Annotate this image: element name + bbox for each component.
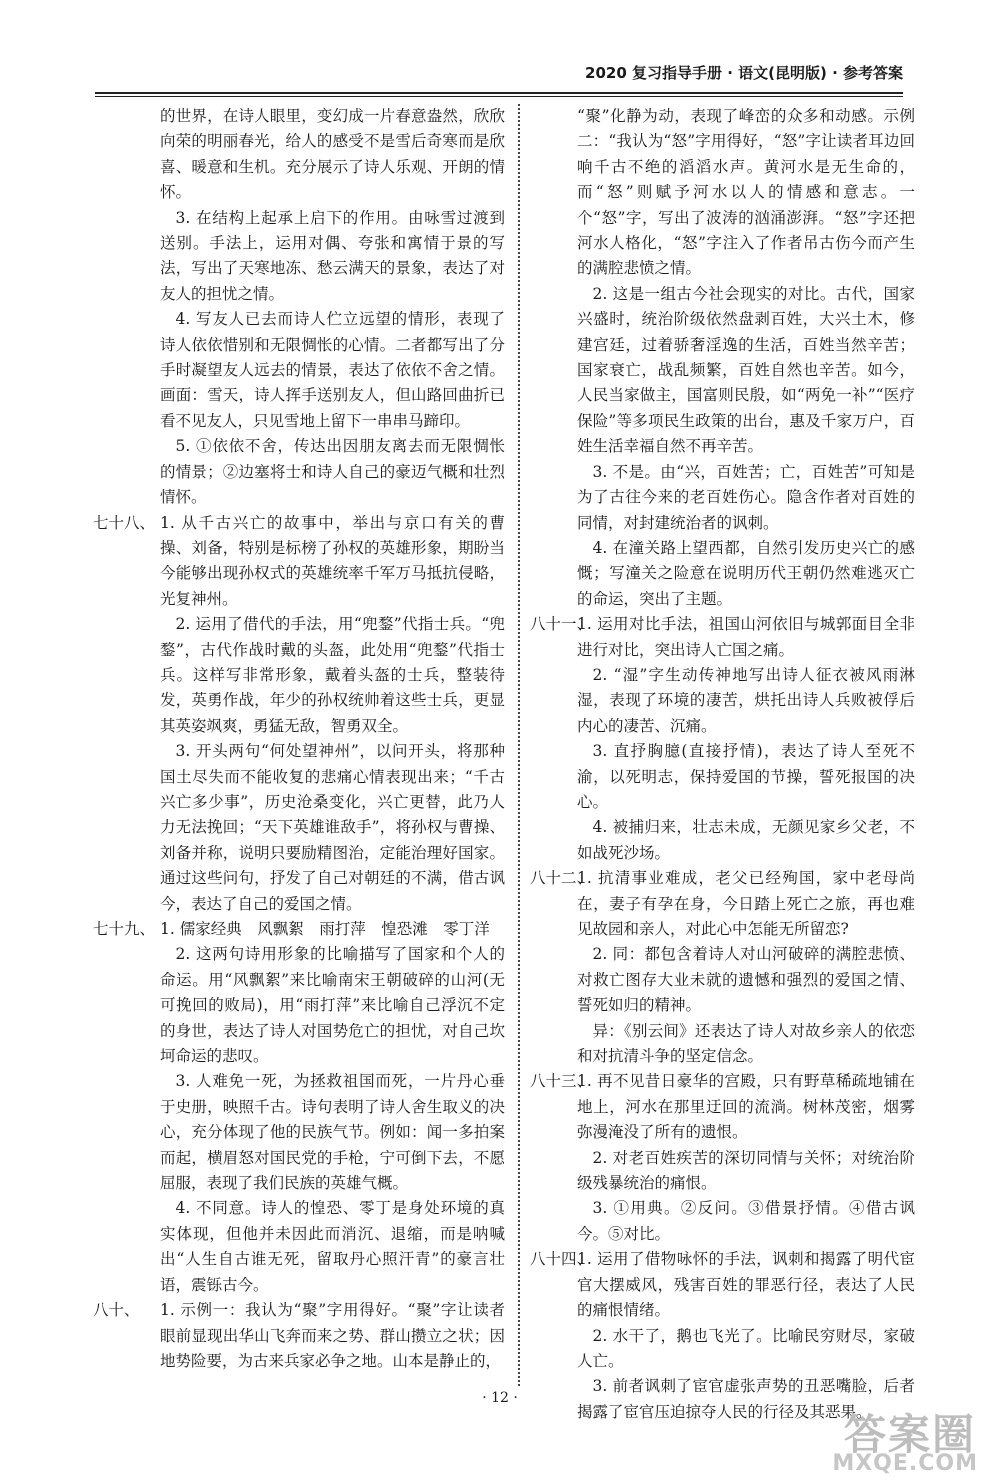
watermark-url-text: MXQE.COM — [832, 1451, 978, 1476]
answer-text: “聚”化静为动，表现了峰峦的众多和动感。示例二：“我认为“怒”字用得好，“怒”字让读者耳边回响千古不绝的滔滔水声。黄河水是无生命的，而“怒”则赋予河水以人的情感和意志。一个“怒”字，写出了波涛的汹涌澎湃。“怒”字还把河水人格化，“怒”字注入了作者吊古伤今而产生的满腔悲愤之情。 — [577, 107, 915, 278]
answer-block — [530, 612, 915, 866]
answer-text: 异：《别云间》还表达了诗人对故乡亲人的依恋和对抗清斗争的坚定信念。 — [577, 1021, 915, 1066]
answer-text: 1. 示例一：我认为“聚”字用得好。“聚”字让读者眼前显现出华山飞奔而来之势、群山攒立之状；因地势险要，为古来兵家必争之地。山本是静止的， — [160, 1301, 505, 1370]
answer-text: 2. 同：都包含着诗人对山河破碎的满腔悲愤、对救亡图存大业未就的遗憾和强烈的爱国之情、誓死如归的精神。 — [577, 945, 915, 1015]
answer-block — [93, 917, 505, 1298]
answer-text: 3. ①用典。②反问。③借景抒情。④借古讽今。⑤对比。 — [577, 1199, 915, 1243]
answer-text: 3. 不是。由“兴，百姓苦；亡，百姓苦”可知是为了古往今来的老百姓伤心。隐含作者对百姓的同情，对封建统治者的讽刺。 — [577, 462, 915, 532]
question-number: 八十四、 — [530, 1250, 593, 1269]
answer-text: 5. ①依依不舍，传达出因朋友离去而无限惆怅的情景；②边塞将士和诗人自己的豪迈气概和壮烈情怀。 — [160, 437, 505, 507]
header-rule-thick — [95, 92, 903, 94]
left-column — [93, 104, 505, 1374]
answer-block — [530, 1069, 915, 1247]
answer-text: 2. 这两句诗用形象的比喻描写了国家和个人的命运。用“风飘絮”来比喻南宋王朝破碎的山河(无可挽回的败局)，用“雨打萍”来比喻自己浮沉不定的身世，表达了诗人对国势危亡的担忧，对自己坎坷命运的悲叹。 — [160, 945, 505, 1066]
page-number: · 12 · — [482, 1390, 518, 1406]
answer-text: 1. 再不见昔日豪华的宫殿，只有野草稀疏地铺在地上，河水在那里迂回的流淌。树林茂密，烟雾弥漫淹没了所有的遗恨。 — [577, 1072, 915, 1142]
answer-text: 1. 儒家经典 风飘絮 雨打萍 惶恐滩 零丁洋 — [160, 920, 490, 938]
watermark-logo — [832, 1398, 982, 1476]
answer-text: 3. 在结构上起承上启下的作用。由咏雪过渡到送别。手法上，运用对偶、夸张和寓情于景的写法，写出了天寒地冻、愁云满天的景象，表达了对友人的担忧之情。 — [160, 208, 505, 303]
answer-text: 2. 水干了，鹅也飞光了。比喻民穷财尽，家破人亡。 — [577, 1326, 915, 1370]
answer-text: 1. 从千古兴亡的故事中，举出与京口有关的曹操、刘备，特别是标榜了孙权的英雄形象，期盼当今能够出现孙权式的英雄统率千军万马抵抗侵略，光复神州。 — [160, 513, 505, 608]
answer-text: 2. “湿”字生动传神地写出诗人征衣被风雨淋湿，表现了环境的凄苦，烘托出诗人兵败被俘后内心的凄苦、沉痛。 — [577, 665, 915, 735]
right-column — [530, 104, 915, 1425]
answer-text: 1. 运用对比手法，祖国山河依旧与城郭面目全非进行对比，突出诗人亡国之痛。 — [577, 615, 915, 659]
question-number: 八十二、 — [530, 869, 593, 888]
answer-text: 2. 这是一组古今社会现实的对比。古代，国家兴盛时，统治阶级依然盘剥百姓，大兴土木，修建宫廷，过着骄奢淫逸的生活，百姓当然辛苦；国家衰亡，战乱频繁，百姓自然也辛苦。如今，人民当家做主，国富则民殷，如“两免一补”“医疗保险”等多项民生政策的出台，惠及千家万户，百姓生活幸福自然不再辛苦。 — [577, 284, 915, 456]
answer-text: 2. 运用了借代的手法，用“兜鍪”代指士兵。“兜鍪”，古代作战时戴的头盔，此处用“兜鍪”代指士兵。这样写非常形象，戴着头盔的士兵，整装待发，英勇作战，年少的孙权统帅着这些士兵，更显其英姿飒爽，勇猛无敌，智勇双全。 — [160, 615, 505, 735]
answer-block — [530, 104, 915, 612]
answer-block — [530, 866, 915, 1069]
question-number: 八十一、 — [530, 615, 593, 634]
question-number: 八十三、 — [530, 1072, 593, 1091]
answer-text: 4. 在潼关路上望西都，自然引发历史兴亡的感慨；写潼关之险意在说明历代王朝仍然难逃灭亡的命运，突出了主题。 — [577, 538, 915, 608]
answer-text: 1. 抗清事业难成，老父已经殉国，家中老母尚在，妻子有孕在身，今日踏上死亡之旅，再也难见故园和亲人，对此心中怎能无所留恋? — [577, 869, 915, 938]
question-number: 七十九、 — [93, 920, 156, 938]
answer-text: 3. 开头两句“何处望神州”，以问开头，将那种国土尽失而不能收复的悲痛心情表现出来；“千古兴亡多少事”，历史沧桑变化，兴亡更替，此乃人力无法挽回；“天下英雄谁敌手”，将孙权与曹操、刘备并称，说明只要励精图治，定能治理好国家。通过这些问句，抒发了自己对朝廷的不满，借古讽今，表达了自己的爱国之情。 — [160, 742, 505, 913]
answer-text: 3. 人难免一死，为拯救祖国而死，一片丹心垂于史册，映照千古。诗句表明了诗人舍生取义的决心，充分体现了他的民族气节。例如：闻一多拍案而起，横眉怒对国民党的手枪，宁可倒下去，不愿屈服，表现了我们民族的英雄气概。 — [160, 1072, 505, 1193]
question-number: 八十、 — [93, 1301, 140, 1320]
answer-text: 3. 直抒胸臆(直接抒情)，表达了诗人至死不渝，以死明志，保持爱国的节操，誓死报国的决心。 — [577, 742, 915, 811]
answer-block — [93, 1298, 505, 1374]
answer-block — [93, 104, 505, 511]
answer-text: 4. 写友人已去而诗人伫立远望的情形，表现了诗人依依惜别和无限惆怅的心情。二者都写出了分手时凝望友人远去的情景，表达了依依不舍之情。画面：雪天，诗人挥手送别友人，但山路回曲折已看不见友人，只见雪地上留下一串串马蹄印。 — [160, 310, 505, 430]
answer-text: 3. 前者讽刺了宦官虚张声势的丑恶嘴脸，后者揭露了宦官压迫掠夺人民的行径及其恶果。 — [577, 1377, 915, 1421]
answer-block — [93, 511, 505, 918]
header-rule-thin — [95, 96, 903, 97]
question-number: 七十八、 — [93, 513, 156, 532]
answer-text: 4. 被捕归来，壮志未成，无颜见家乡父老，不如战死沙场。 — [577, 818, 915, 862]
watermark-big-text: 答案圈 — [843, 1410, 976, 1459]
answer-text: 2. 对老百姓疾苦的深切同情与关怀；对统治阶级残暴统治的痛恨。 — [577, 1148, 915, 1193]
answer-text: 4. 不同意。诗人的惶恐、零丁是身处环境的真实体现，但他并未因此而消沉、退缩，而是呐喊出“人生自古谁无死，留取丹心照汗青”的豪言壮语，震铄古今。 — [160, 1199, 505, 1294]
column-divider — [518, 104, 520, 1386]
running-header: 2020 复习指导手册 · 语文(昆明版) · 参考答案 — [585, 64, 903, 82]
answer-text: 1. 运用了借物咏怀的手法，讽刺和揭露了明代宦官大摆威风，残害百姓的罪恶行径，表达了人民的痛恨情绪。 — [577, 1250, 915, 1320]
answer-text: 的世界，在诗人眼里，变幻成一片春意盎然，欣欣向荣的明丽春光，给人的感受不是雪后奇寒而是欣喜、暖意和生机。充分展示了诗人乐观、开朗的情怀。 — [160, 107, 505, 202]
